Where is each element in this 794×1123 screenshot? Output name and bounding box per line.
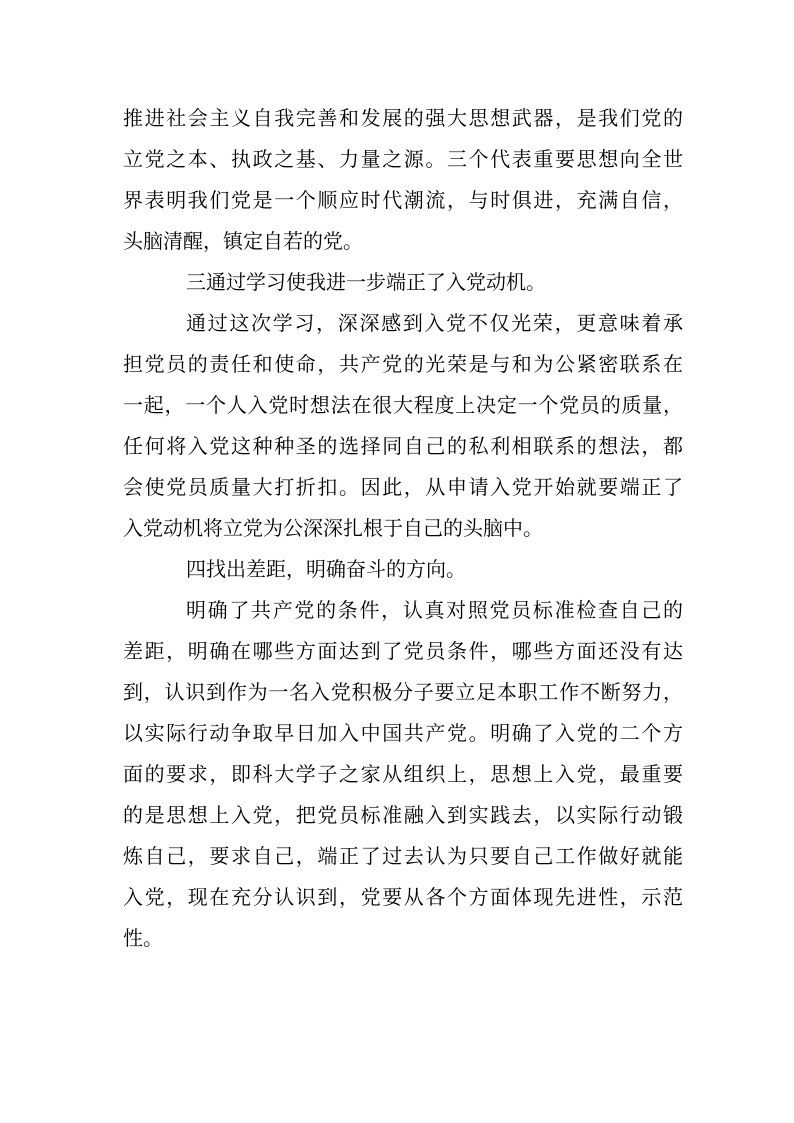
- text-line: 界表明我们党是一个顺应时代潮流，与时俱进，充满自信，: [123, 188, 683, 212]
- text-line: 的是思想上入党，把党员标准融入到实践去，以实际行动锻: [123, 803, 683, 827]
- text-line: 明确了共产党的条件，认真对照党员标准检查自己的: [186, 598, 683, 622]
- text-line: 任何将入党这种种圣的选择同自己的私利相联系的想法，都: [123, 434, 683, 458]
- document-body: [123, 98, 683, 959]
- text-line: 通过这次学习，深深感到入党不仅光荣，更意味着承: [186, 311, 683, 335]
- text-line: 立党之本、执政之基、力量之源。三个代表重要思想向全世: [123, 147, 683, 171]
- text-line: 以实际行动争取早日加入中国共产党。明确了入党的二个方: [123, 721, 683, 745]
- text-line: 入党，现在充分认识到，党要从各个方面体现先进性，示范: [123, 885, 683, 909]
- text-line: 性。: [123, 926, 163, 950]
- text-line: 炼自己，要求自己，端正了过去认为只要自己工作做好就能: [123, 844, 683, 868]
- text-line: 会使党员质量大打折扣。因此，从申请入党开始就要端正了: [123, 475, 683, 499]
- text-line: 到，认识到作为一名入党积极分子要立足本职工作不断努力，: [123, 680, 683, 704]
- section-heading: 四找出差距，明确奋斗的方向。: [186, 557, 466, 581]
- section-heading: 三通过学习使我进一步端正了入党动机。: [186, 270, 546, 294]
- text-line: 差距，明确在哪些方面达到了党员条件，哪些方面还没有达: [123, 639, 683, 663]
- text-line: 头脑清醒，镇定自若的党。: [123, 229, 363, 253]
- text-line: 入党动机将立党为公深深扎根于自己的头脑中。: [123, 516, 543, 540]
- text-line: 担党员的责任和使命，共产党的光荣是与和为公紧密联系在: [123, 352, 683, 376]
- text-line: 一起，一个人入党时想法在很大程度上决定一个党员的质量，: [123, 393, 683, 417]
- text-line: 面的要求，即科大学子之家从组织上，思想上入党，最重要: [123, 762, 683, 786]
- text-line: 推进社会主义自我完善和发展的强大思想武器，是我们党的: [123, 106, 683, 130]
